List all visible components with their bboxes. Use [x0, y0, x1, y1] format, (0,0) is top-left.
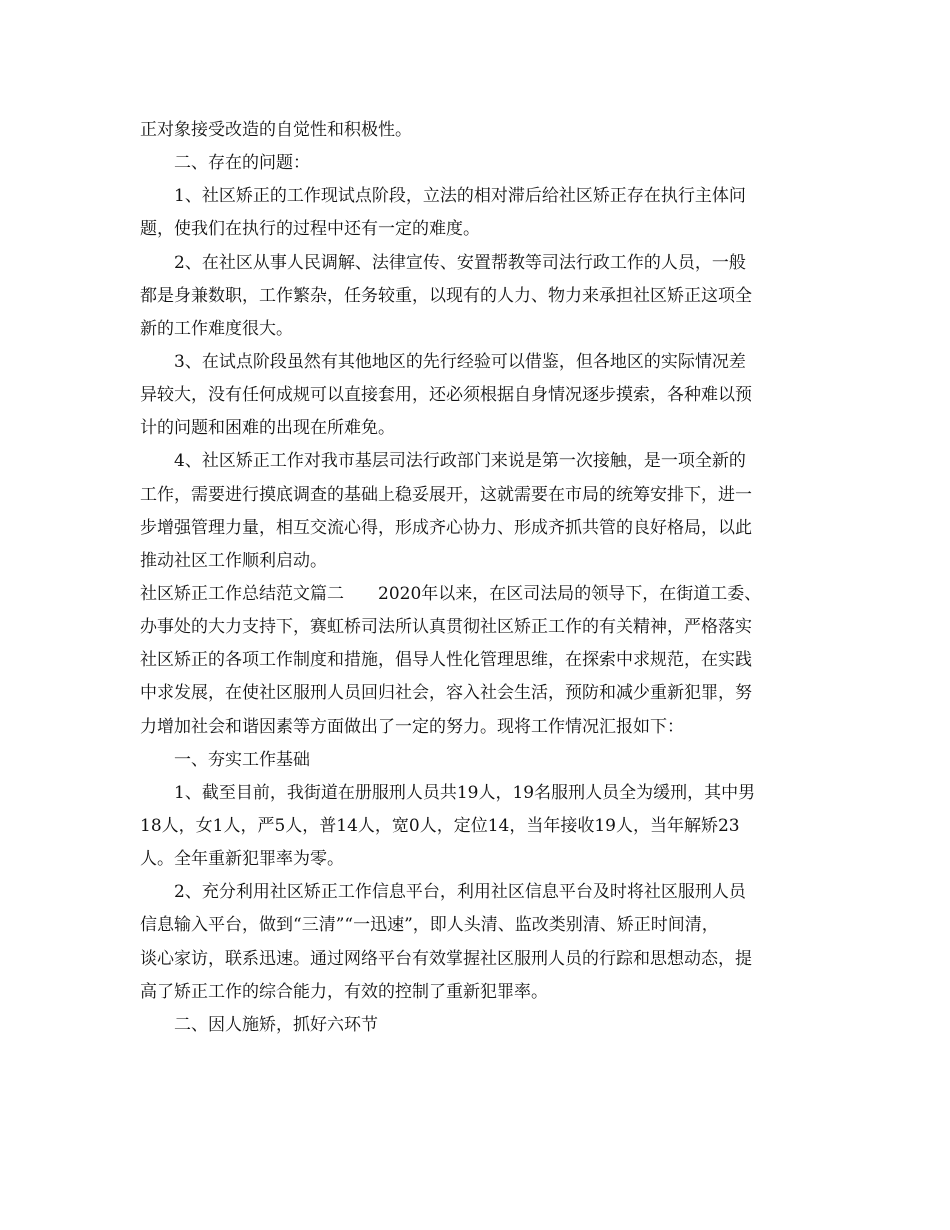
text-line: 1、截至目前，我街道在册服刑人员共19人，19名服刑人员全为缓刑，其中男: [174, 782, 756, 803]
text-line: 人。全年重新犯罪率为零。: [140, 849, 344, 870]
text-line: 1、社区矫正的工作现试点阶段，立法的相对滞后给社区矫正存在执行主体问: [174, 186, 746, 207]
text-line: 2、充分利用社区矫正工作信息平台，利用社区信息平台及时将社区服刑人员: [174, 882, 746, 903]
text-line: 一、夯实工作基础: [174, 749, 310, 770]
text-line: 2、在社区从事人民调解、法律宣传、安置帮教等司法行政工作的人员，一般: [174, 252, 746, 273]
text-line: 异较大，没有任何成规可以直接套用，还必须根据自身情况逐步摸索，各种难以预: [140, 385, 752, 406]
text-line: 社区矫正的各项工作制度和措施，倡导人性化管理思维，在探索中求规范，在实践: [140, 650, 752, 671]
text-line: 题，使我们在执行的过程中还有一定的难度。: [140, 219, 480, 240]
text-line: 力增加社会和谐因素等方面做出了一定的努力。现将工作情况汇报如下：: [140, 716, 684, 737]
text-line: 都是身兼数职，工作繁杂，任务较重，以现有的人力、物力来承担社区矫正这项全: [140, 285, 752, 306]
text-line: 推动社区工作顺利启动。: [140, 550, 327, 571]
text-line: 办事处的大力支持下，赛虹桥司法所认真贯彻社区矫正工作的有关精神，严格落实: [140, 617, 752, 638]
text-line: 步增强管理力量，相互交流心得，形成齐心协力、形成齐抓共管的良好格局，以此: [140, 517, 752, 538]
text-line: 3、在试点阶段虽然有其他地区的先行经验可以借鉴，但各地区的实际情况差: [174, 351, 746, 372]
text-line: 谈心家访，联系迅速。通过网络平台有效掌握社区服刑人员的行踪和思想动态，提: [140, 948, 752, 969]
text-line: 4、社区矫正工作对我市基层司法行政部门来说是第一次接触，是一项全新的: [174, 451, 746, 472]
text-line: 18人，女1人，严5人，普14人，宽0人，定位14，当年接收19人，当年解矫23: [140, 815, 740, 836]
text-line: 高了矫正工作的综合能力，有效的控制了重新犯罪率。: [140, 981, 548, 1002]
text-line: 社区矫正工作总结范文篇二 2020年以来，在区司法局的领导下，在街道工委、: [140, 583, 762, 604]
text-line: 中求发展，在使社区服刑人员回归社会，容入社会生活，预防和减少重新犯罪，努: [140, 683, 752, 704]
text-line: 工作，需要进行摸底调查的基础上稳妥展开，这就需要在市局的统筹安排下，进一: [140, 484, 752, 505]
text-line: 正对象接受改造的自觉性和积极性。: [140, 120, 412, 140]
text-line: 二、因人施矫，抓好六环节: [174, 1014, 378, 1035]
text-line: 信息输入平台，做到“三清”“一迅速”，即人头清、监改类别清、矫正时间清，: [140, 915, 719, 936]
document-body: [140, 114, 828, 1042]
text-line: 计的问题和困难的出现在所难免。: [140, 418, 395, 439]
text-line: 二、存在的问题：: [174, 153, 310, 174]
text-line: 新的工作难度很大。: [140, 318, 293, 339]
